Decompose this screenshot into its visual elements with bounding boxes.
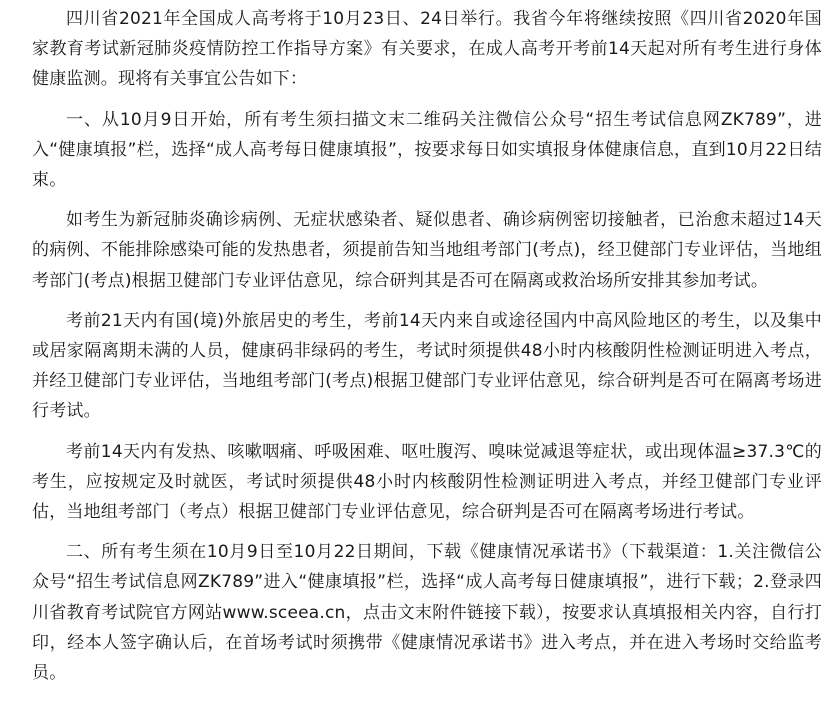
notice-document [32,4,822,698]
paragraph-symptoms: 考前14天内有发热、咳嗽咽痛、呼吸困难、呕吐腹泻、嗅味觉减退等症状，或出现体温≥37.3℃的考生，应按规定及时就医，考试时须提供48小时内核酸阴性检测证明进入考点，并经卫健部门专业评估，当地组考部门（考点）根据卫健部门专业评估意见，综合研判是否可在隔离考场进行考试。 [32,441,822,523]
paragraph-section-one: 一、从10月9日开始，所有考生须扫描文末二维码关注微信公众号“招生考试信息网ZK789”，进入“健康填报”栏，选择“成人高考每日健康填报”，按要求每日如实填报身体健康信息，直到10月22日结束。 [32,109,822,191]
paragraph-intro: 四川省2021年全国成人高考将于10月23日、24日举行。我省今年将继续按照《四川省2020年国家教育考试新冠肺炎疫情防控工作指导方案》有关要求，在成人高考开考前14天起对所有考生进行身体健康监测。现将有关事宜公告如下： [32,9,822,90]
paragraph-travel-history: 考前21天内有国(境)外旅居史的考生，考前14天内来自或途径国内中高风险地区的考生，以及集中或居家隔离期未满的人员，健康码非绿码的考生，考试时须提供48小时内核酸阴性检测证明进入考点，并经卫健部门专业评估，当地组考部门(考点)根据卫健部门专业评估意见，综合研判是否可在隔离考场进行考试。 [32,310,822,422]
paragraph-confirmed-cases: 如考生为新冠肺炎确诊病例、无症状感染者、疑似患者、确诊病例密切接触者，已治愈未超过14天的病例、不能排除感染可能的发热患者，须提前告知当地组考部门(考点)，经卫健部门专业评估，当地组考部门(考点)根据卫健部门专业评估意见，综合研判其是否可在隔离或救治场所安排其参加考试。 [32,210,822,291]
paragraph-section-two: 二、所有考生须在10月9日至10月22日期间，下载《健康情况承诺书》（下载渠道：1.关注微信公众号“招生考试信息网ZK789”进入“健康填报”栏，选择“成人高考每日健康填报”，进行下载；2.登录四川省教育考试院官方网站www.sceea.cn，点击文末附件链接下载），按要求认真填报相关内容，自行打印，经本人签字确认后，在首场考试时须携带《健康情况承诺书》进入考点，并在进入考场时交给监考员。 [32,542,822,684]
